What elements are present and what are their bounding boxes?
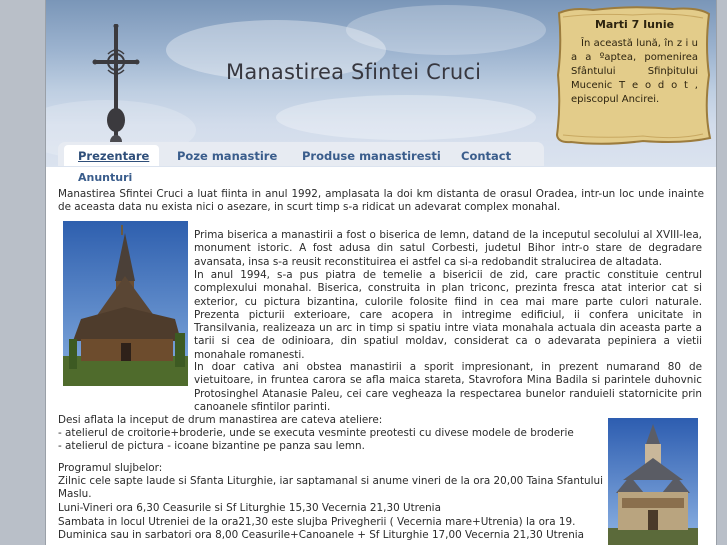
wooden-church-photo — [63, 221, 188, 386]
section-title: Anunturi — [78, 171, 133, 184]
calendar-text: În această lună, în z i u a a ºaptea, pomenirea Sfântului Sfinþitului Mucenic T e o d o t , episcopul Ancirei. — [571, 38, 698, 105]
main-content — [46, 167, 716, 545]
schedule-item: Zilnic cele sapte laude si Sfanta Liturghie, iar saptamanal si anume vineri de la ora 20,00 Taina Sfantului Maslu. — [58, 475, 603, 501]
nav-item-produse[interactable]: Produse manastiresti — [302, 149, 441, 163]
workshops-intro: Desi aflata la inceput de drum manastirea are cateva ateliere: — [58, 414, 383, 426]
calendar-date: Marti 7 Iunie — [594, 18, 675, 31]
church-paragraph: In anul 1994, s-a pus piatra de temelie a bisericii de zid, care practic constituie centrul complexului monahal. Biserica, construita in plan triconc, prezinta fresca atat interior cat si exterior, cu pictura bizantina, culorile folosite fiind in cea mai mare parte culori naturale. Prezenta picturii exterioare, care acopera in intregime edificiul, ii confera unicitate in Transilvania, realizeaza un arc in timp si spatiu intre viata monahala actuala din aceasta parte a tarii si cea de odinioara, din spatiul moldav, considerat ca o adevarata pepiniera a vietii monahale romanesti. — [194, 269, 702, 361]
schedule-item: Duminica sau in sarbatori ora 8,00 Ceasurile+Canoanele + Sf Liturghie 17,00 Vecernia 21,30 Utrenia — [58, 529, 585, 541]
workshop-item: - atelierul de croitorie+broderie, unde se executa vesminte preotesti cu divese modele de broderie — [58, 427, 574, 439]
nav-item-prezentare[interactable]: Prezentare — [78, 149, 150, 163]
header-banner — [46, 0, 716, 167]
nav-item-poze-manastire[interactable]: Poze manastire — [177, 149, 278, 163]
schedule-item: Luni-Vineri ora 6,30 Ceasurile si Sf Liturghie 15,30 Vecernia 21,30 Utrenia — [58, 502, 441, 514]
site-title: Manastirea Sfintei Cruci — [226, 60, 482, 84]
intro-paragraph: Manastirea Sfintei Cruci a luat fiinta in anul 1992, amplasata la doi km distanta de orasul Oradea, intr-un loc unde inainte de aceasta data nu exista nici o asezare, in scurt timp s-a ridicat un adevarat complex monahal. — [58, 188, 704, 214]
main-nav — [58, 142, 544, 166]
history-paragraph: Prima biserica a manastirii a fost o biserica de lemn, datand de la inceputul secolului al XVIII-lea, monument istoric. A fost adusa din satul Corbesti, judetul Bihor intr-o stare de degradare avansata, insa s-a reusit reconstituirea ei astfel ca si-a redobandit stralucirea de altadata. — [194, 229, 702, 268]
community-paragraph: In doar cativa ani obstea manastirii a sporit impresionant, in prezent numarand 80 de vietuitoare, in fruntea carora se afla maica stareta, Stavrofora Mina Badila si parintele duhovnic Protosinghel Atanasie Paleu, cei care vegheaza la respectarea bunelor randuieli statornicite prin canoanele sfintilor parinti. — [194, 361, 702, 413]
stone-church-photo — [608, 418, 698, 545]
calendar-scroll — [553, 5, 713, 146]
schedule-title: Programul slujbelor: — [58, 462, 163, 474]
schedule-item: Sambata in locul Utreniei de la ora21,30 este slujba Privegherii ( Vecernia mare+Utrenia) la ora 19. — [58, 516, 576, 528]
page-frame — [46, 0, 716, 545]
cross-icon — [86, 24, 146, 149]
nav-item-contact[interactable]: Contact — [461, 149, 512, 163]
workshop-item: - atelierul de pictura - icoane bizantine pe panza sau lemn. — [58, 440, 365, 452]
